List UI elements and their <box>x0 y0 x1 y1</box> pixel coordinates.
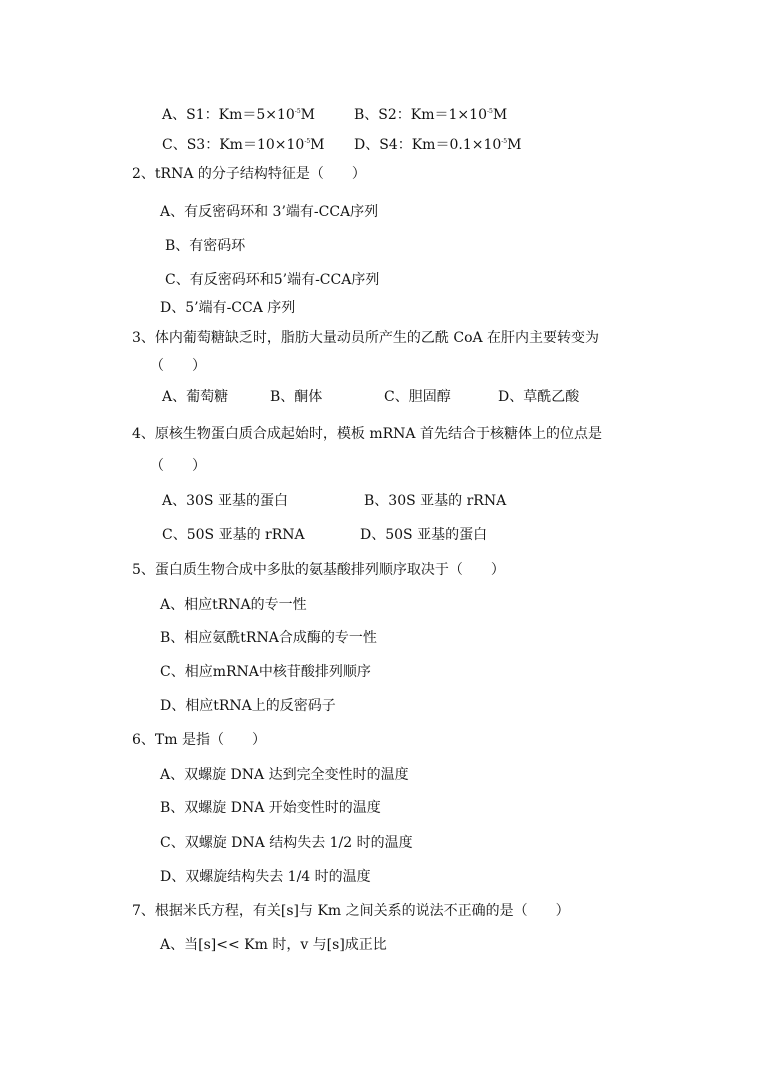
q2-option-b: B、有密码环 <box>165 238 246 254</box>
q6-option-b: B、双螺旋 DNA 开始变性时的温度 <box>160 800 381 816</box>
q7-stem: 7、根据米氏方程，有关[s]与 Km 之间关系的说法不正确的是（ ） <box>132 903 570 919</box>
q3-option-b: B、酮体 <box>270 389 323 405</box>
q5-option-a: A、相应tRNA的专一性 <box>160 597 307 613</box>
q3-option-c: C、胆固醇 <box>384 389 451 405</box>
q5-option-c: C、相应mRNA中核苷酸排列顺序 <box>160 664 371 680</box>
q4-stem: 4、原核生物蛋白质合成起始时，模板 mRNA 首先结合于核糖体上的位点是 <box>132 426 602 442</box>
q1-option-c <box>162 136 325 154</box>
q1-option-d-unit: M <box>507 137 522 153</box>
q3-paren: （ ） <box>150 358 206 374</box>
q6-option-c: C、双螺旋 DNA 结构失去 1/2 时的温度 <box>160 835 413 851</box>
q5-option-d: D、相应tRNA上的反密码子 <box>160 698 336 714</box>
q5-option-b: B、相应氨酰tRNA合成酶的专一性 <box>160 630 377 646</box>
q1-option-d-exponent: -5 <box>501 138 508 145</box>
q1-option-c-exponent: -5 <box>304 138 311 145</box>
q2-option-c: C、有反密码环和5’端有-CCA序列 <box>165 272 380 288</box>
q1-option-b-exponent: -5 <box>486 108 493 115</box>
q5-stem: 5、蛋白质生物合成中多肽的氨基酸排列顺序取决于（ ） <box>132 562 505 578</box>
q1-option-a-exponent: -5 <box>294 108 301 115</box>
q6-option-a: A、双螺旋 DNA 达到完全变性时的温度 <box>160 767 409 783</box>
q1-option-d-text: D、S4：Km＝0.1×10 <box>354 137 502 153</box>
q1-option-b-text: B、S2：Km＝1×10 <box>354 107 487 123</box>
q2-option-d: D、5’端有-CCA 序列 <box>160 300 296 316</box>
q1-option-a <box>162 106 315 124</box>
q4-option-d: D、50S 亚基的蛋白 <box>360 527 488 543</box>
q1-option-c-unit: M <box>310 137 325 153</box>
q1-option-b <box>354 106 507 124</box>
q4-option-c: C、50S 亚基的 rRNA <box>162 527 305 543</box>
q3-option-a: A、葡萄糖 <box>162 389 229 405</box>
q4-option-a: A、30S 亚基的蛋白 <box>162 493 288 509</box>
q3-stem: 3、体内葡萄糖缺乏时，脂肪大量动员所产生的乙酰 CoA 在肝内主要转变为 <box>132 330 600 346</box>
q4-option-b: B、30S 亚基的 rRNA <box>364 493 507 509</box>
q1-option-b-unit: M <box>492 107 508 123</box>
q6-option-d: D、双螺旋结构失去 1/4 时的温度 <box>160 869 371 885</box>
q1-option-d <box>354 136 521 154</box>
q3-option-d: D、草酰乙酸 <box>498 389 580 405</box>
q1-option-a-unit: M <box>300 107 315 123</box>
q1-option-a-text: A、S1：Km＝5×10 <box>162 107 295 123</box>
q7-option-a: A、当[s]<< Km 时，v 与[s]成正比 <box>160 937 387 953</box>
q6-stem: 6、Tm 是指（ ） <box>132 732 266 748</box>
q2-stem: 2、tRNA 的分子结构特征是（ ） <box>132 166 366 182</box>
q2-option-a: A、有反密码环和 3’端有-CCA序列 <box>160 204 379 220</box>
q4-paren: （ ） <box>150 458 206 474</box>
q1-option-c-text: C、S3：Km＝10×10 <box>162 137 305 153</box>
